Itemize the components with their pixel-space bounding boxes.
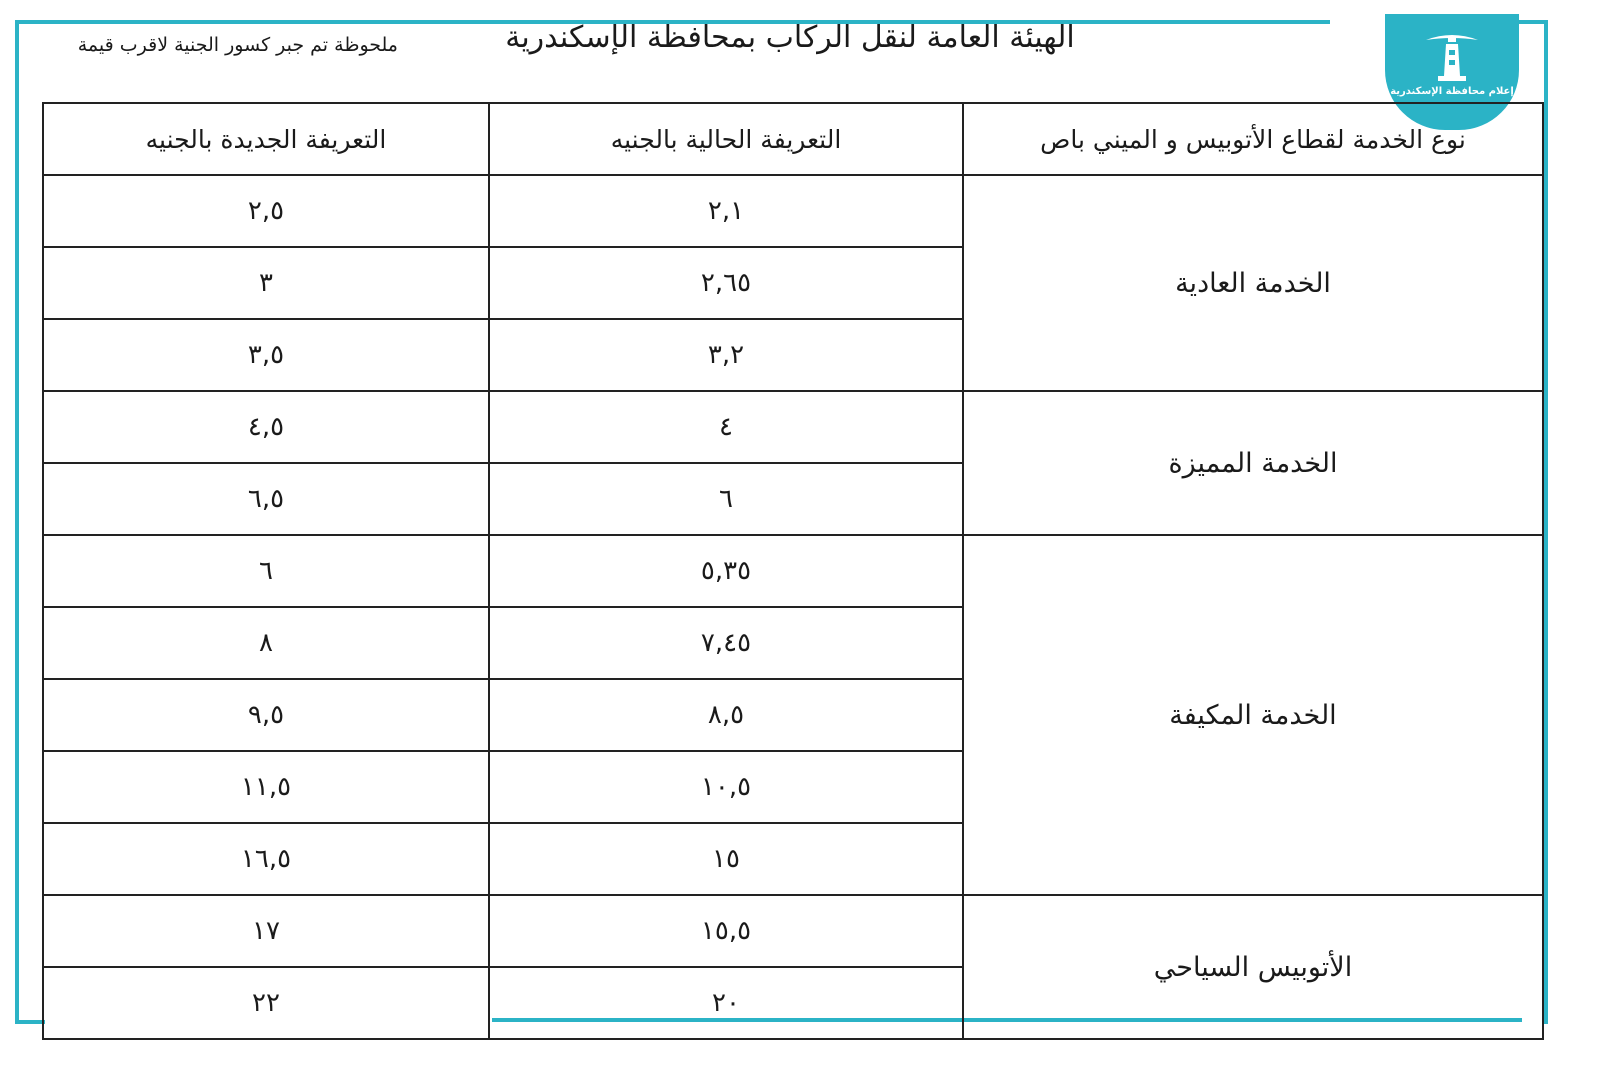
new-fare-cell: ٢٢	[43, 967, 489, 1039]
new-fare-cell: ٨	[43, 607, 489, 679]
current-fare-cell: ٣,٢	[489, 319, 963, 391]
new-fare-cell: ١٧	[43, 895, 489, 967]
current-fare-cell: ٢,٦٥	[489, 247, 963, 319]
header-service-type: نوع الخدمة لقطاع الأتوبيس و الميني باص	[963, 103, 1543, 175]
new-fare-cell: ٣	[43, 247, 489, 319]
new-fare-cell: ٩,٥	[43, 679, 489, 751]
header-new-fare: التعريفة الجديدة بالجنيه	[43, 103, 489, 175]
rounding-note: ملحوظة تم جبر كسور الجنية لاقرب قيمة	[77, 34, 398, 56]
new-fare-cell: ٢,٥	[43, 175, 489, 247]
service-air-conditioned: الخدمة المكيفة	[963, 535, 1543, 895]
lighthouse-icon	[1422, 26, 1482, 84]
current-fare-cell: ٧,٤٥	[489, 607, 963, 679]
current-fare-cell: ٦	[489, 463, 963, 535]
current-fare-cell: ٨,٥	[489, 679, 963, 751]
new-fare-cell: ١١,٥	[43, 751, 489, 823]
frame-right	[1544, 20, 1548, 1024]
service-regular: الخدمة العادية	[963, 175, 1543, 391]
new-fare-cell: ٤,٥	[43, 391, 489, 463]
service-tourist-bus: الأتوبيس السياحي	[963, 895, 1543, 1039]
current-fare-cell: ١٥	[489, 823, 963, 895]
current-fare-cell: ٢٠	[489, 967, 963, 1039]
table-row	[43, 391, 1543, 463]
current-fare-cell: ١٠,٥	[489, 751, 963, 823]
new-fare-cell: ٦	[43, 535, 489, 607]
table-row	[43, 175, 1543, 247]
table-row	[43, 535, 1543, 607]
table-header-row	[43, 103, 1543, 175]
fares-table	[42, 102, 1544, 1040]
header-current-fare: التعريفة الحالية بالجنيه	[489, 103, 963, 175]
frame-bottom-left	[15, 1020, 45, 1024]
logo-text: إعلام محافظة الإسكندرية	[1390, 86, 1514, 97]
service-premium: الخدمة المميزة	[963, 391, 1543, 535]
new-fare-cell: ٣,٥	[43, 319, 489, 391]
current-fare-cell: ٤	[489, 391, 963, 463]
new-fare-cell: ٦,٥	[43, 463, 489, 535]
current-fare-cell: ١٥,٥	[489, 895, 963, 967]
new-fare-cell: ١٦,٥	[43, 823, 489, 895]
current-fare-cell: ٢,١	[489, 175, 963, 247]
document-title: الهيئة العامة لنقل الركاب بمحافظة الإسكندرية	[505, 20, 1075, 55]
table-row	[43, 895, 1543, 967]
frame-left	[15, 20, 19, 1024]
current-fare-cell: ٥,٣٥	[489, 535, 963, 607]
